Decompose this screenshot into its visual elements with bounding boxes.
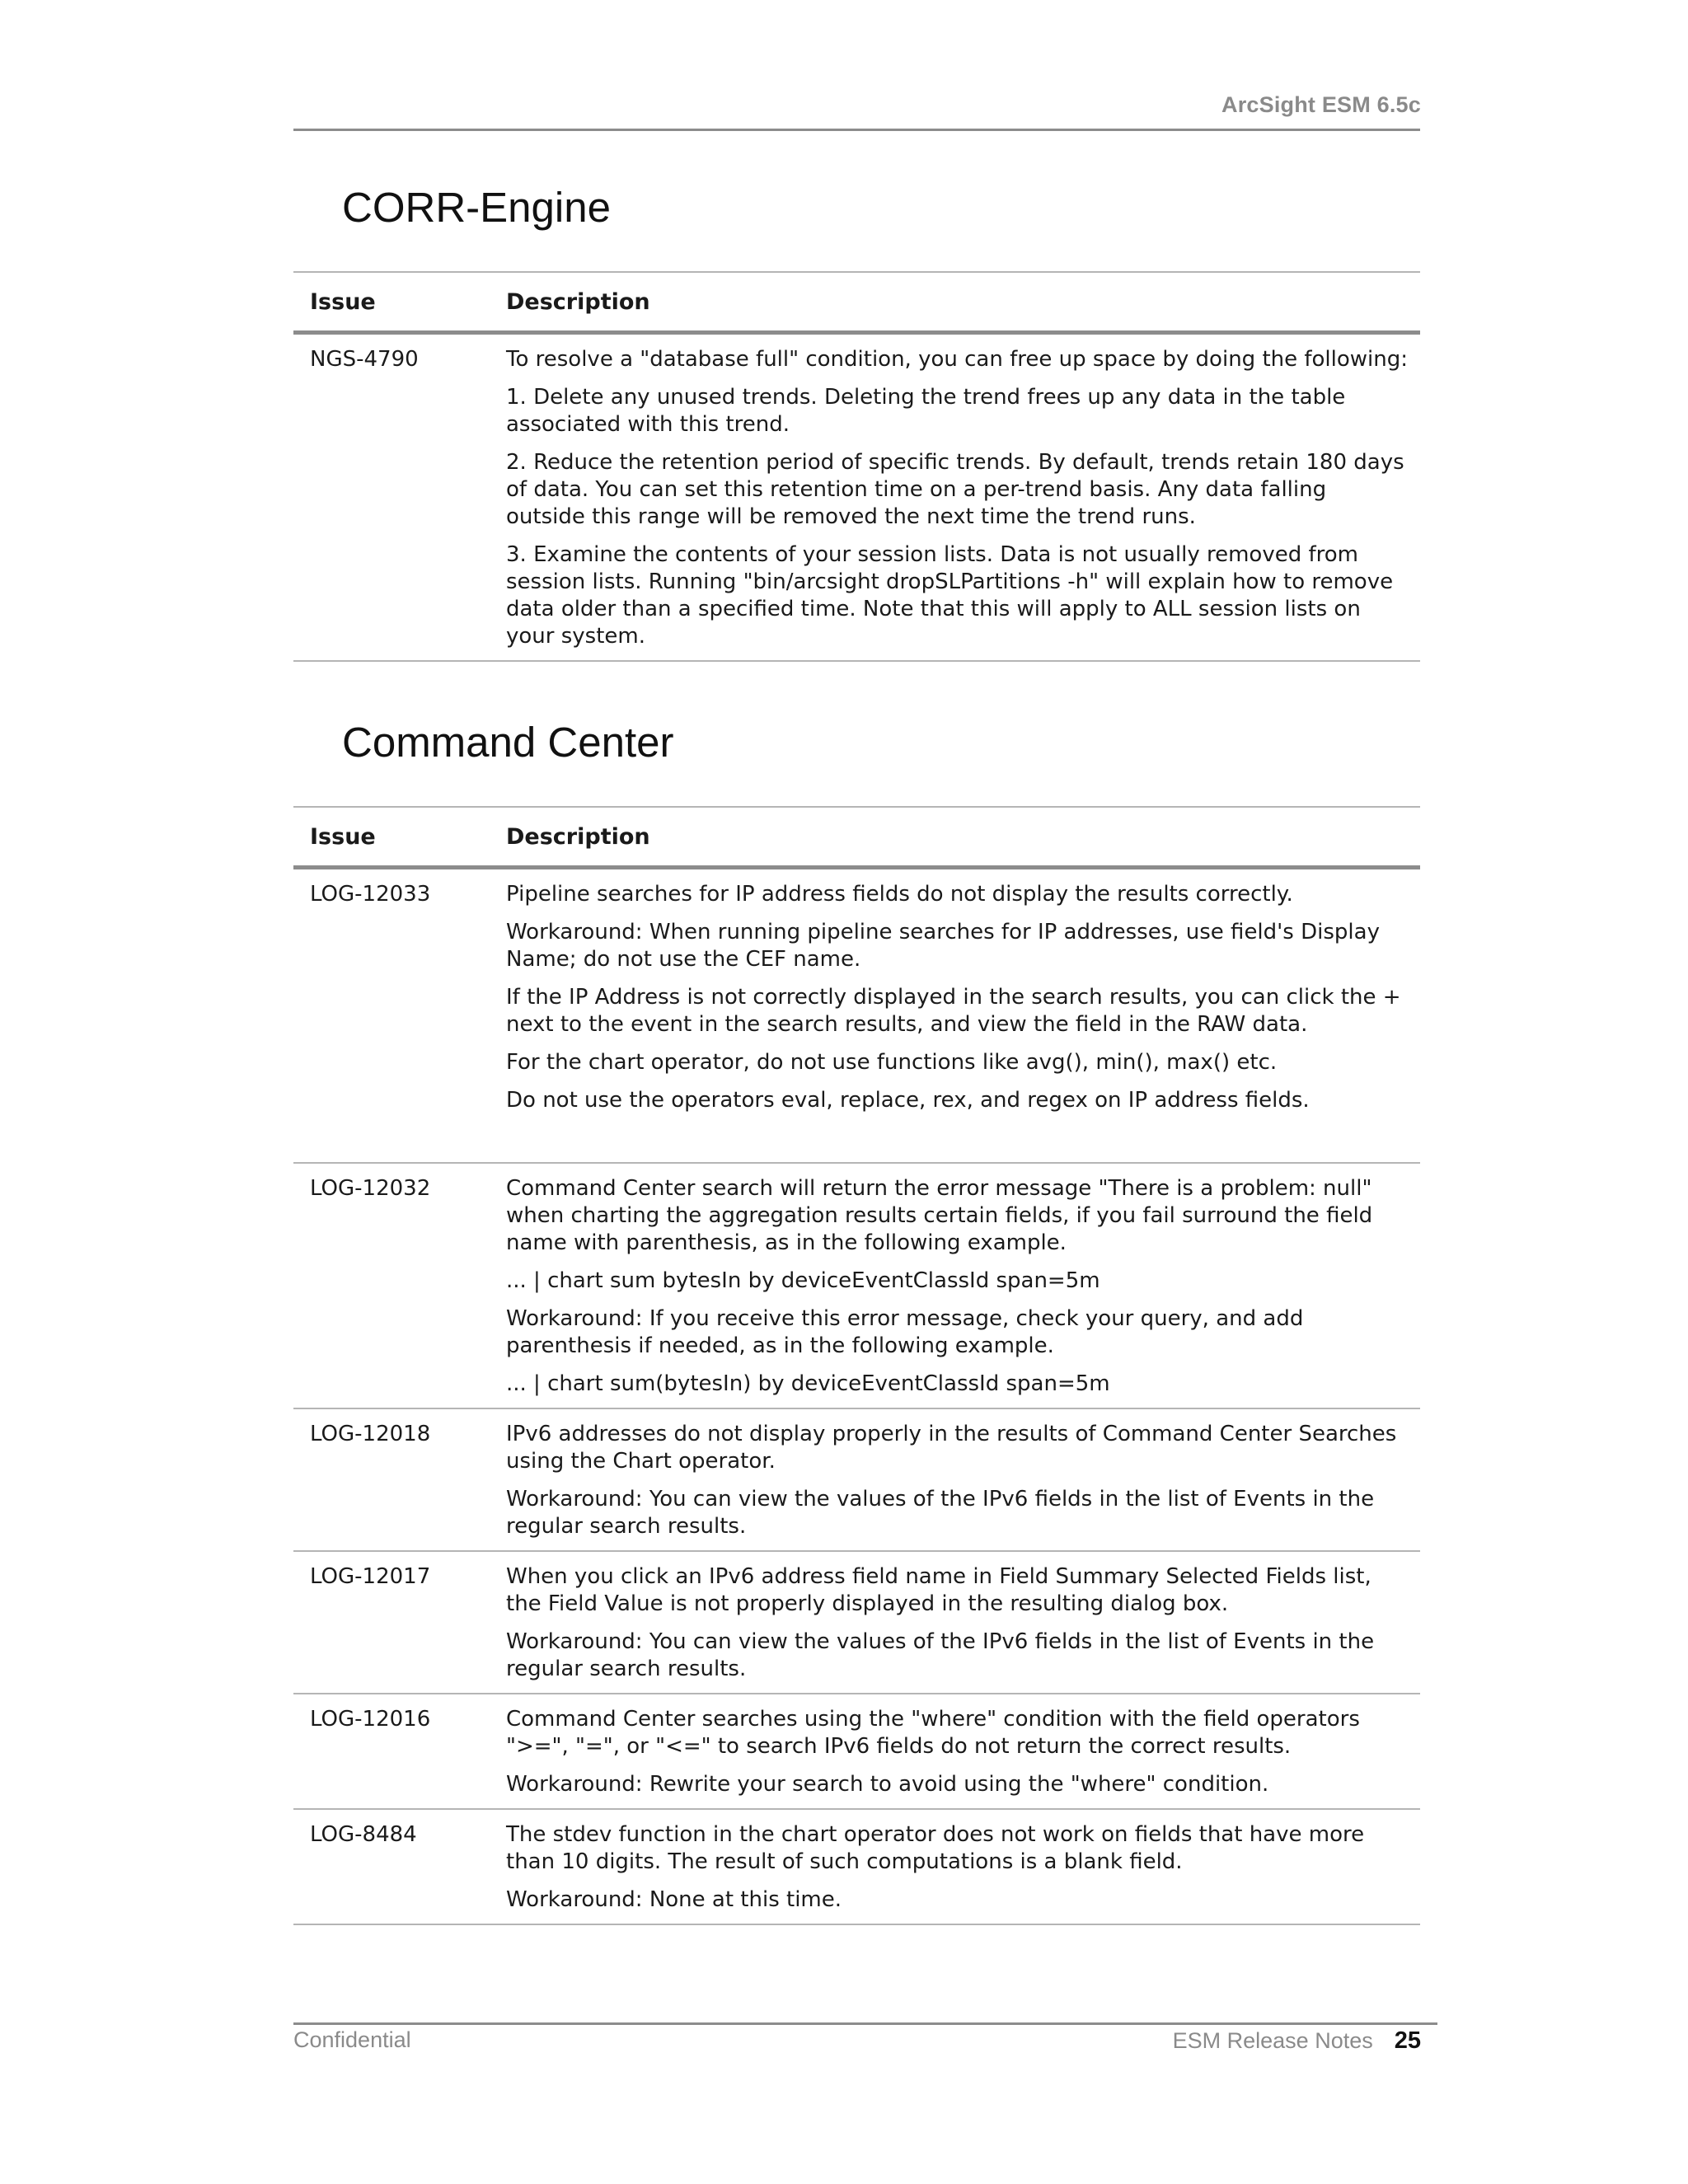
issue-id: LOG-12032 [293, 1163, 490, 1408]
description-paragraph: IPv6 addresses do not display properly in the results of Command Center Searches using the Chart operator. [506, 1422, 1397, 1474]
description-paragraph: ... | chart sum bytesIn by deviceEventClassId span=5m [506, 1268, 1100, 1293]
issue-id: LOG-12033 [293, 868, 490, 1164]
issue-description [490, 1408, 1420, 1551]
command-center-issues-table [293, 806, 1420, 1925]
description-paragraph: Workaround: If you receive this error message, check your query, and add parenthesis if needed, as in the following example. [506, 1306, 1304, 1358]
issue-description [490, 333, 1420, 662]
table-row [293, 1809, 1420, 1924]
issue-id: LOG-12017 [293, 1551, 490, 1694]
issue-description [490, 1551, 1420, 1694]
issue-description [490, 1694, 1420, 1809]
description-paragraph: 2. Reduce the retention period of specific trends. By default, trends retain 180 days of data. You can set this retention time on a per-trend basis. Any data falling outside this range will be removed the next time the trend runs. [506, 450, 1404, 529]
footer-confidential: Confidential [293, 2027, 411, 2052]
description-paragraph: To resolve a "database full" condition, you can free up space by doing the following: [506, 347, 1409, 372]
table-row [293, 1694, 1420, 1809]
header-rule [293, 129, 1420, 131]
table-header-row [293, 272, 1420, 333]
page-number: 25 [1394, 2027, 1421, 2054]
corr-engine-issues-table [293, 271, 1420, 662]
description-paragraph: When you click an IPv6 address field name in Field Summary Selected Fields list, the Field Value is not properly displayed in the resulting dialog box. [506, 1564, 1372, 1616]
description-paragraph: If the IP Address is not correctly displayed in the search results, you can click the + next to the event in the search results, and view the field in the RAW data. [506, 985, 1401, 1037]
table-row [293, 1163, 1420, 1408]
issue-description [490, 868, 1420, 1164]
description-paragraph: ... | chart sum(bytesIn) by deviceEventClassId span=5m [506, 1371, 1110, 1396]
description-paragraph: Workaround: You can view the values of the IPv6 fields in the list of Events in the regular search results. [506, 1487, 1375, 1539]
footer-doc-title: ESM Release Notes [1172, 2028, 1373, 2053]
description-paragraph: Workaround: You can view the values of the IPv6 fields in the list of Events in the regular search results. [506, 1629, 1375, 1681]
description-paragraph: 3. Examine the contents of your session lists. Data is not usually removed from session lists. Running "bin/arcsight dropSLPartitions -h" will explain how to remove data older than a specified time. Note that this will apply to ALL session lists on your system. [506, 542, 1394, 649]
issue-description [490, 1809, 1420, 1924]
footer-rule [293, 2022, 1437, 2025]
description-paragraph: Command Center search will return the error message "There is a problem: null" when charting the aggregation results certain fields, if you fail surround the field name with parenthesis, as in the following example. [506, 1176, 1373, 1255]
description-paragraph: Do not use the operators eval, replace, rex, and regex on IP address fields. [506, 1088, 1310, 1113]
column-header-issue: Issue [293, 807, 490, 868]
description-paragraph: Command Center searches using the "where" condition with the field operators ">=", "=", or "<=" to search IPv6 fields do not return the correct results. [506, 1707, 1360, 1759]
description-paragraph: Pipeline searches for IP address fields do not display the results correctly. [506, 882, 1293, 907]
column-header-description: Description [490, 807, 1420, 868]
column-header-issue: Issue [293, 272, 490, 333]
table-row [293, 1551, 1420, 1694]
description-paragraph: 1. Delete any unused trends. Deleting the trend frees up any data in the table associated with this trend. [506, 385, 1346, 437]
issue-id: LOG-12018 [293, 1408, 490, 1551]
table-header-row [293, 807, 1420, 868]
description-paragraph: The stdev function in the chart operator does not work on fields that have more than 10 digits. The result of such computations is a blank field. [506, 1822, 1365, 1874]
table-row [293, 1408, 1420, 1551]
description-paragraph: Workaround: None at this time. [506, 1887, 842, 1912]
section-title-command-center: Command Center [342, 719, 674, 766]
column-header-description: Description [490, 272, 1420, 333]
issue-description [490, 1163, 1420, 1408]
section-title-corr-engine: CORR-Engine [342, 184, 611, 231]
header-product-title: ArcSight ESM 6.5c [1221, 92, 1421, 117]
footer-doc-info [1173, 2027, 1421, 2055]
issue-id: LOG-8484 [293, 1809, 490, 1924]
table-row [293, 868, 1420, 1164]
issue-id: LOG-12016 [293, 1694, 490, 1809]
description-paragraph: Workaround: Rewrite your search to avoid using the "where" condition. [506, 1772, 1269, 1797]
issue-id: NGS-4790 [293, 333, 490, 662]
table-row [293, 333, 1420, 662]
description-paragraph: Workaround: When running pipeline searches for IP addresses, use field's Display Name; do not use the CEF name. [506, 920, 1380, 972]
description-paragraph: For the chart operator, do not use functions like avg(), min(), max() etc. [506, 1050, 1278, 1075]
